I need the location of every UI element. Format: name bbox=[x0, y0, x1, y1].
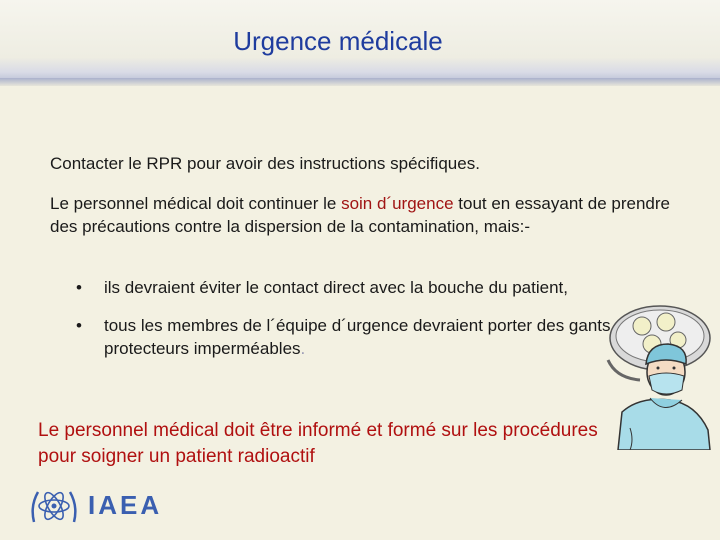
title-band-shadow bbox=[0, 78, 720, 86]
bullet-period: . bbox=[300, 339, 306, 358]
slide-title: Urgence médicale bbox=[233, 26, 443, 56]
bullet-marker: • bbox=[76, 278, 82, 297]
iaea-atom-emblem-icon bbox=[28, 482, 80, 530]
paragraph-text-start: Le personnel médical doit continuer le bbox=[50, 194, 342, 213]
paragraph-text-end: tout en essayant de prendre des précautions contre la dispersion de la contamination, mais:- bbox=[50, 194, 670, 236]
emergency-care-highlight: soin d´urgence bbox=[341, 194, 454, 213]
medical-staff-paragraph bbox=[50, 192, 700, 238]
bullet-marker: • bbox=[76, 316, 82, 335]
bullet-text-wrap bbox=[104, 314, 614, 360]
closing-statement: Le personnel médical doit être informé et formé sur les procédures pour soigner un patient radioactif bbox=[38, 420, 598, 467]
iaea-logo-text: IAEA bbox=[88, 490, 163, 520]
bullet-text: ils devraient éviter le contact direct avec la bouche du patient, bbox=[104, 278, 568, 297]
instruction-paragraph: Contacter le RPR pour avoir des instructions spécifiques. bbox=[50, 154, 480, 173]
bullet-text: tous les membres de l´équipe d´urgence devraient porter des gants protecteurs imperméables bbox=[104, 316, 611, 358]
surgeon-with-lamp-icon bbox=[600, 300, 716, 450]
